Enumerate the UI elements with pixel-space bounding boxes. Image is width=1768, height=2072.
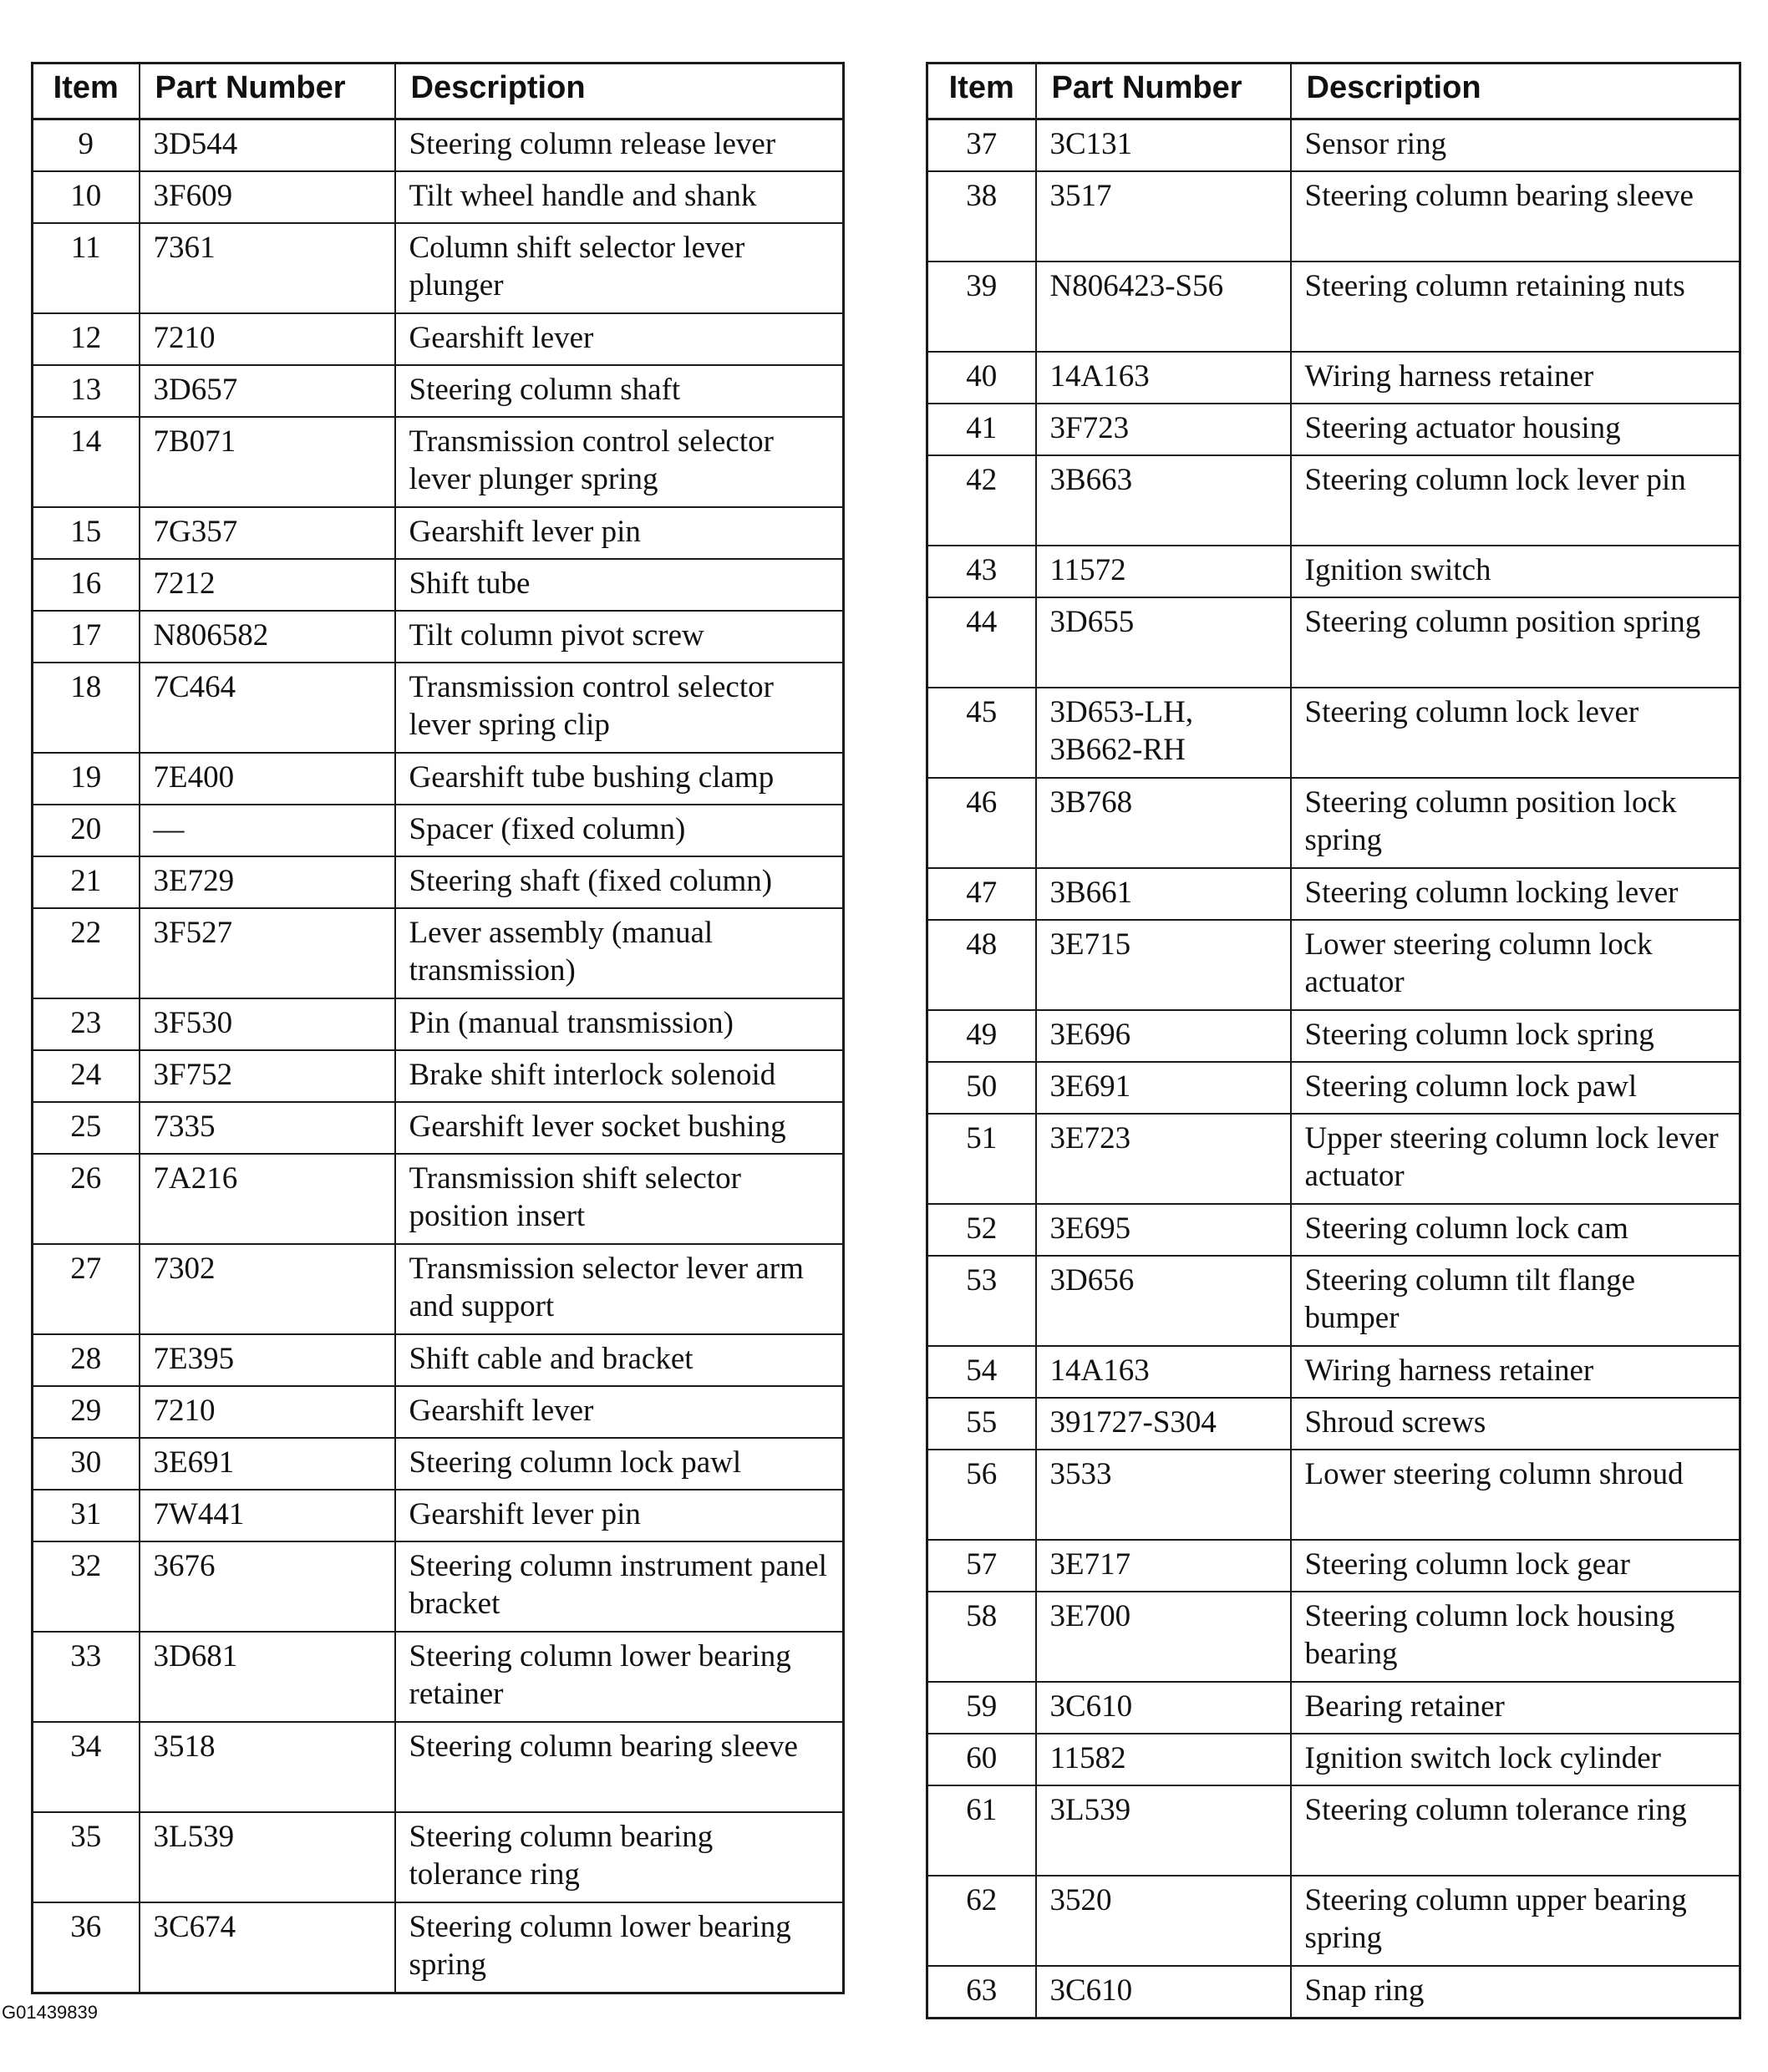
table-row — [927, 920, 1740, 1010]
item-number-cell: 12 — [33, 313, 140, 365]
part-number-cell: 3518 — [140, 1722, 395, 1812]
description-cell: Shroud screws — [1291, 1398, 1740, 1450]
description-cell: Transmission shift selector position insert — [395, 1154, 844, 1244]
description-cell: Ignition switch lock cylinder — [1291, 1734, 1740, 1785]
item-number-cell: 29 — [33, 1386, 140, 1438]
part-number-cell: 3F530 — [140, 998, 395, 1050]
part-number-cell: 3F609 — [140, 171, 395, 223]
header-item: Item — [33, 63, 140, 119]
part-number-cell: 11582 — [1036, 1734, 1291, 1785]
description-cell: Gearshift lever pin — [395, 507, 844, 559]
item-number-cell: 38 — [927, 171, 1036, 262]
part-number-cell: 3E723 — [1036, 1114, 1291, 1204]
part-number-cell: 7210 — [140, 313, 395, 365]
description-cell: Spacer (fixed column) — [395, 805, 844, 856]
part-number-cell: 7E400 — [140, 753, 395, 805]
item-number-cell: 56 — [927, 1450, 1036, 1540]
description-cell: Steering column position lock spring — [1291, 778, 1740, 868]
part-number-cell: 3D655 — [1036, 597, 1291, 688]
part-number-cell: 14A163 — [1036, 1346, 1291, 1398]
table-row — [33, 1102, 844, 1154]
item-number-cell: 30 — [33, 1438, 140, 1490]
description-cell: Steering column locking lever — [1291, 868, 1740, 920]
item-number-cell: 11 — [33, 223, 140, 313]
part-number-cell: 7W441 — [140, 1490, 395, 1541]
item-number-cell: 21 — [33, 856, 140, 908]
description-cell: Steering column lock cam — [1291, 1204, 1740, 1256]
header-item: Item — [927, 63, 1036, 119]
item-number-cell: 60 — [927, 1734, 1036, 1785]
item-number-cell: 49 — [927, 1010, 1036, 1062]
table-row — [33, 753, 844, 805]
item-number-cell: 63 — [927, 1966, 1036, 2019]
part-number-cell: 3B663 — [1036, 455, 1291, 546]
part-number-cell: 3C610 — [1036, 1966, 1291, 2019]
description-cell: Steering column retaining nuts — [1291, 262, 1740, 352]
table-row — [33, 313, 844, 365]
item-number-cell: 45 — [927, 688, 1036, 778]
item-number-cell: 59 — [927, 1682, 1036, 1734]
item-number-cell: 61 — [927, 1785, 1036, 1876]
table-row — [927, 597, 1740, 688]
table-row — [927, 868, 1740, 920]
item-number-cell: 34 — [33, 1722, 140, 1812]
table-row — [33, 1334, 844, 1386]
item-number-cell: 37 — [927, 119, 1036, 172]
parts-table-body — [927, 119, 1740, 2019]
part-number-cell: 3L539 — [1036, 1785, 1291, 1876]
table-row — [33, 119, 844, 172]
part-number-cell: 3C131 — [1036, 119, 1291, 172]
description-cell: Transmission selector lever arm and support — [395, 1244, 844, 1334]
part-number-cell: 3D656 — [1036, 1256, 1291, 1346]
item-number-cell: 51 — [927, 1114, 1036, 1204]
description-cell: Steering column lock lever pin — [1291, 455, 1740, 546]
item-number-cell: 50 — [927, 1062, 1036, 1114]
description-cell: Steering column bearing tolerance ring — [395, 1812, 844, 1902]
item-number-cell: 44 — [927, 597, 1036, 688]
part-number-cell: 7212 — [140, 559, 395, 611]
description-cell: Transmission control selector lever spring clip — [395, 663, 844, 753]
table-row — [927, 1256, 1740, 1346]
part-number-cell: 3E729 — [140, 856, 395, 908]
description-cell: Steering column release lever — [395, 119, 844, 172]
description-cell: Upper steering column lock lever actuator — [1291, 1114, 1740, 1204]
table-row — [33, 611, 844, 663]
header-description: Description — [1291, 63, 1740, 119]
item-number-cell: 53 — [927, 1256, 1036, 1346]
description-cell: Wiring harness retainer — [1291, 352, 1740, 404]
description-cell: Steering column bearing sleeve — [395, 1722, 844, 1812]
part-number-cell: 3D653-LH, 3B662-RH — [1036, 688, 1291, 778]
part-number-cell: 7B071 — [140, 417, 395, 507]
table-row — [927, 262, 1740, 352]
description-cell: Bearing retainer — [1291, 1682, 1740, 1734]
part-number-cell: 3D657 — [140, 365, 395, 417]
table-row — [927, 1734, 1740, 1785]
table-row — [927, 1876, 1740, 1966]
part-number-cell: 3B768 — [1036, 778, 1291, 868]
item-number-cell: 57 — [927, 1540, 1036, 1592]
part-number-cell: N806582 — [140, 611, 395, 663]
description-cell: Steering column instrument panel bracket — [395, 1541, 844, 1632]
item-number-cell: 32 — [33, 1541, 140, 1632]
table-row — [33, 1541, 844, 1632]
part-number-cell: 3F752 — [140, 1050, 395, 1102]
part-number-cell: 3533 — [1036, 1450, 1291, 1540]
header-part-number: Part Number — [1036, 63, 1291, 119]
header-part-number: Part Number — [140, 63, 395, 119]
description-cell: Gearshift tube bushing clamp — [395, 753, 844, 805]
description-cell: Lever assembly (manual transmission) — [395, 908, 844, 998]
table-row — [33, 1902, 844, 1993]
description-cell: Lower steering column shroud — [1291, 1450, 1740, 1540]
part-number-cell: 7361 — [140, 223, 395, 313]
part-number-cell: 3D544 — [140, 119, 395, 172]
description-cell: Sensor ring — [1291, 119, 1740, 172]
item-number-cell: 47 — [927, 868, 1036, 920]
table-row — [33, 998, 844, 1050]
table-row — [927, 778, 1740, 868]
item-number-cell: 25 — [33, 1102, 140, 1154]
table-row — [33, 1490, 844, 1541]
table-row — [927, 1062, 1740, 1114]
table-row — [33, 559, 844, 611]
description-cell: Brake shift interlock solenoid — [395, 1050, 844, 1102]
description-cell: Steering column position spring — [1291, 597, 1740, 688]
part-number-cell: 7G357 — [140, 507, 395, 559]
header-row — [927, 63, 1740, 119]
item-number-cell: 52 — [927, 1204, 1036, 1256]
description-cell: Steering column lock pawl — [1291, 1062, 1740, 1114]
parts-table-left — [31, 62, 845, 1994]
item-number-cell: 14 — [33, 417, 140, 507]
table-row — [33, 856, 844, 908]
part-number-cell: 7302 — [140, 1244, 395, 1334]
header-description: Description — [395, 63, 844, 119]
table-row — [927, 546, 1740, 597]
description-cell: Steering column upper bearing spring — [1291, 1876, 1740, 1966]
table-row — [33, 1438, 844, 1490]
table-row — [927, 688, 1740, 778]
table-row — [33, 365, 844, 417]
item-number-cell: 28 — [33, 1334, 140, 1386]
item-number-cell: 31 — [33, 1490, 140, 1541]
item-number-cell: 42 — [927, 455, 1036, 546]
parts-table-body — [33, 119, 844, 1993]
table-row — [927, 404, 1740, 455]
description-cell: Pin (manual transmission) — [395, 998, 844, 1050]
part-number-cell: 11572 — [1036, 546, 1291, 597]
description-cell: Steering column lower bearing retainer — [395, 1632, 844, 1722]
description-cell: Shift cable and bracket — [395, 1334, 844, 1386]
description-cell: Steering column lock gear — [1291, 1540, 1740, 1592]
table-row — [927, 1204, 1740, 1256]
description-cell: Steering column lock lever — [1291, 688, 1740, 778]
item-number-cell: 20 — [33, 805, 140, 856]
part-number-cell: 3F723 — [1036, 404, 1291, 455]
description-cell: Tilt column pivot screw — [395, 611, 844, 663]
table-row — [33, 1632, 844, 1722]
part-number-cell: 3520 — [1036, 1876, 1291, 1966]
table-row — [927, 1592, 1740, 1682]
item-number-cell: 10 — [33, 171, 140, 223]
item-number-cell: 39 — [927, 262, 1036, 352]
description-cell: Steering column lock pawl — [395, 1438, 844, 1490]
table-row — [927, 1450, 1740, 1540]
part-number-cell: 3E717 — [1036, 1540, 1291, 1592]
table-row — [33, 417, 844, 507]
table-row — [927, 171, 1740, 262]
item-number-cell: 58 — [927, 1592, 1036, 1682]
table-row — [33, 1722, 844, 1812]
part-number-cell: 3E715 — [1036, 920, 1291, 1010]
item-number-cell: 54 — [927, 1346, 1036, 1398]
table-row — [33, 805, 844, 856]
description-cell: Steering actuator housing — [1291, 404, 1740, 455]
description-cell: Shift tube — [395, 559, 844, 611]
part-number-cell: 3E695 — [1036, 1204, 1291, 1256]
part-number-cell: 3L539 — [140, 1812, 395, 1902]
item-number-cell: 9 — [33, 119, 140, 172]
part-number-cell: — — [140, 805, 395, 856]
item-number-cell: 27 — [33, 1244, 140, 1334]
table-row — [33, 1386, 844, 1438]
item-number-cell: 33 — [33, 1632, 140, 1722]
item-number-cell: 35 — [33, 1812, 140, 1902]
table-row — [33, 1244, 844, 1334]
description-cell: Steering column lock spring — [1291, 1010, 1740, 1062]
item-number-cell: 62 — [927, 1876, 1036, 1966]
part-number-cell: 3F527 — [140, 908, 395, 998]
table-row — [33, 507, 844, 559]
part-number-cell: 3C674 — [140, 1902, 395, 1993]
item-number-cell: 18 — [33, 663, 140, 753]
header-row — [33, 63, 844, 119]
description-cell: Tilt wheel handle and shank — [395, 171, 844, 223]
description-cell: Steering column lock housing bearing — [1291, 1592, 1740, 1682]
description-cell: Steering column tilt flange bumper — [1291, 1256, 1740, 1346]
table-row — [927, 119, 1740, 172]
description-cell: Gearshift lever socket bushing — [395, 1102, 844, 1154]
description-cell: Steering column lower bearing spring — [395, 1902, 844, 1993]
table-row — [927, 1966, 1740, 2019]
description-cell: Ignition switch — [1291, 546, 1740, 597]
part-number-cell: 3B661 — [1036, 868, 1291, 920]
description-cell: Transmission control selector lever plunger spring — [395, 417, 844, 507]
item-number-cell: 15 — [33, 507, 140, 559]
item-number-cell: 22 — [33, 908, 140, 998]
item-number-cell: 17 — [33, 611, 140, 663]
part-number-cell: 7210 — [140, 1386, 395, 1438]
part-number-cell: 7A216 — [140, 1154, 395, 1244]
part-number-cell: 14A163 — [1036, 352, 1291, 404]
description-cell: Column shift selector lever plunger — [395, 223, 844, 313]
item-number-cell: 41 — [927, 404, 1036, 455]
item-number-cell: 23 — [33, 998, 140, 1050]
table-row — [33, 171, 844, 223]
item-number-cell: 43 — [927, 546, 1036, 597]
table-row — [927, 1114, 1740, 1204]
description-cell: Lower steering column lock actuator — [1291, 920, 1740, 1010]
part-number-cell: 3C610 — [1036, 1682, 1291, 1734]
table-row — [927, 1010, 1740, 1062]
item-number-cell: 13 — [33, 365, 140, 417]
description-cell: Steering column bearing sleeve — [1291, 171, 1740, 262]
table-row — [927, 352, 1740, 404]
item-number-cell: 16 — [33, 559, 140, 611]
table-row — [33, 1812, 844, 1902]
description-cell: Steering shaft (fixed column) — [395, 856, 844, 908]
table-row — [33, 223, 844, 313]
description-cell: Wiring harness retainer — [1291, 1346, 1740, 1398]
part-number-cell: 391727-S304 — [1036, 1398, 1291, 1450]
table-row — [927, 1682, 1740, 1734]
description-cell: Steering column shaft — [395, 365, 844, 417]
item-number-cell: 40 — [927, 352, 1036, 404]
part-number-cell: 3E696 — [1036, 1010, 1291, 1062]
description-cell: Gearshift lever — [395, 1386, 844, 1438]
table-row — [927, 1540, 1740, 1592]
part-number-cell: 3E691 — [140, 1438, 395, 1490]
table-row — [927, 1346, 1740, 1398]
table-row — [33, 908, 844, 998]
part-number-cell: 7C464 — [140, 663, 395, 753]
part-number-cell: 7335 — [140, 1102, 395, 1154]
description-cell: Snap ring — [1291, 1966, 1740, 2019]
item-number-cell: 46 — [927, 778, 1036, 868]
description-cell: Steering column tolerance ring — [1291, 1785, 1740, 1876]
part-number-cell: 3517 — [1036, 171, 1291, 262]
item-number-cell: 19 — [33, 753, 140, 805]
part-number-cell: N806423-S56 — [1036, 262, 1291, 352]
part-number-cell: 3E700 — [1036, 1592, 1291, 1682]
table-row — [33, 663, 844, 753]
description-cell: Gearshift lever pin — [395, 1490, 844, 1541]
item-number-cell: 48 — [927, 920, 1036, 1010]
table-row — [927, 1785, 1740, 1876]
item-number-cell: 24 — [33, 1050, 140, 1102]
table-row — [927, 1398, 1740, 1450]
part-number-cell: 3676 — [140, 1541, 395, 1632]
item-number-cell: 55 — [927, 1398, 1036, 1450]
item-number-cell: 36 — [33, 1902, 140, 1993]
item-number-cell: 26 — [33, 1154, 140, 1244]
part-number-cell: 3E691 — [1036, 1062, 1291, 1114]
table-row — [33, 1154, 844, 1244]
table-row — [33, 1050, 844, 1102]
figure-id: G01439839 — [2, 2002, 98, 2023]
part-number-cell: 7E395 — [140, 1334, 395, 1386]
part-number-cell: 3D681 — [140, 1632, 395, 1722]
parts-table-right — [926, 62, 1741, 2019]
table-row — [927, 455, 1740, 546]
description-cell: Gearshift lever — [395, 313, 844, 365]
